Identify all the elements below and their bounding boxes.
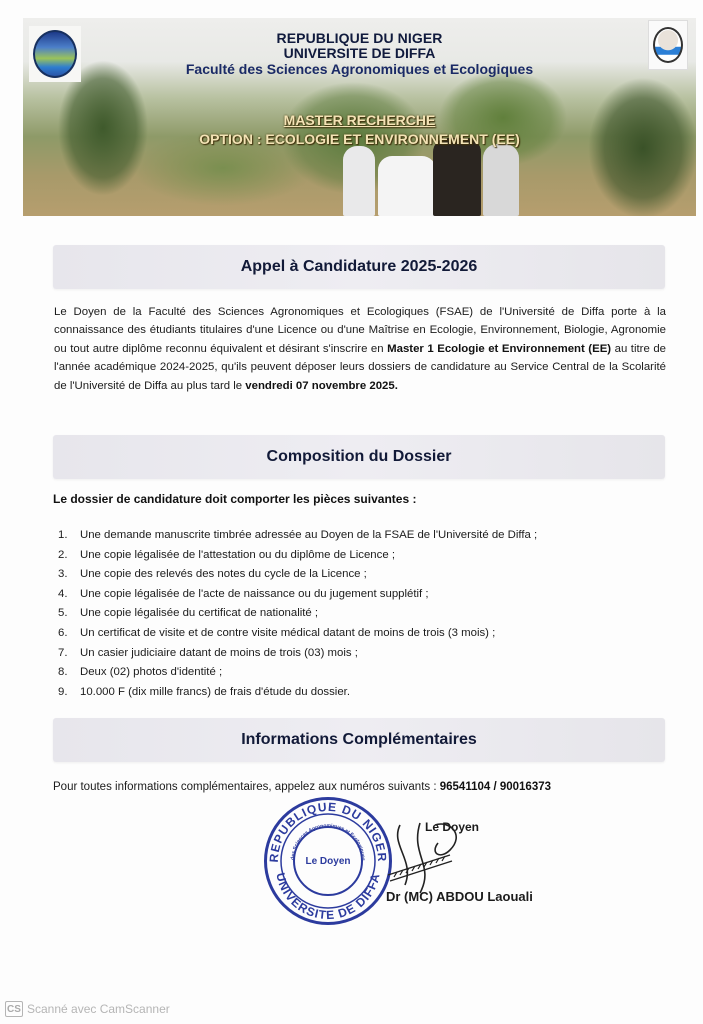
item-number: 5. xyxy=(58,607,68,620)
banner-option: OPTION : ECOLOGIE ET ENVIRONNEMENT (EE) xyxy=(199,131,520,147)
stamp-center-text: Le Doyen xyxy=(305,855,351,867)
item-number: 6. xyxy=(58,626,68,639)
section-title-composition: Composition du Dossier xyxy=(266,448,452,465)
signatory-name: Dr (MC) ABDOU Laouali xyxy=(386,889,533,904)
phone-numbers: 96541104 / 90016373 xyxy=(439,781,552,793)
section-header-informations xyxy=(53,718,665,762)
item-number: 2. xyxy=(58,548,68,561)
item-text: Une copie légalisée de l'acte de naissance ou du jugement supplétif ; xyxy=(80,587,429,600)
section-title-informations: Informations Complémentaires xyxy=(241,731,477,748)
item-text: Une copie des relevés des notes du cycle de la Licence ; xyxy=(80,568,367,581)
banner-country: REPUBLIQUE DU NIGER xyxy=(276,30,443,46)
signatory-title: Le Doyen xyxy=(425,820,480,834)
item-text: 10.000 F (dix mille francs) de frais d'étude du dossier. xyxy=(80,685,350,698)
list-item xyxy=(58,526,537,546)
official-stamp xyxy=(264,797,392,925)
item-number: 9. xyxy=(58,685,68,698)
list-item xyxy=(58,585,537,605)
svg-text:UNIVERSITE DE DIFFA: UNIVERSITE DE DIFFA xyxy=(273,871,383,923)
section-header-composition xyxy=(53,435,665,479)
list-item xyxy=(58,624,537,644)
item-text: Une demande manuscrite timbrée adressée au Doyen de la FSAE de l'Université de Diffa ; xyxy=(80,529,538,541)
svg-text:Faculté des Sciences Agronomiq: des Sciences Agronomiques et Ecologiques xyxy=(289,822,367,861)
list-item xyxy=(58,663,537,683)
dossier-lead: Le dossier de candidature doit comporter les pièces suivantes : xyxy=(53,492,417,506)
item-text: Un certificat de visite et de contre visite médical datant de moins de trois (3 mois) ; xyxy=(80,626,496,639)
item-number: 1. xyxy=(58,529,68,541)
banner-program: MASTER RECHERCHE xyxy=(283,112,436,128)
list-item xyxy=(58,604,537,624)
camscanner-logo-icon: CS xyxy=(5,1001,23,1017)
program-name-bold: Master 1 Ecologie et Environnement (EE) xyxy=(387,342,612,355)
banner-faculty: Faculté des Sciences Agronomiques et Ecologiques xyxy=(185,61,534,77)
item-text: Un casier judiciaire datant de moins de trois (03) mois ; xyxy=(80,646,358,659)
list-item xyxy=(58,644,537,664)
section-header-appel xyxy=(53,245,665,289)
list-item xyxy=(58,565,537,585)
item-text: Une copie légalisée du certificat de nationalité ; xyxy=(80,607,319,620)
item-number: 8. xyxy=(58,666,68,679)
section-title-appel: Appel à Candidature 2025-2026 xyxy=(240,258,478,275)
list-item xyxy=(58,546,537,566)
header-banner xyxy=(23,18,696,216)
intro-paragraph xyxy=(54,303,666,395)
banner-university: UNIVERSITE DE DIFFA xyxy=(283,45,436,61)
contact-line xyxy=(53,781,551,793)
required-documents-list xyxy=(58,526,537,702)
item-text: Une copie légalisée de l'attestation ou du diplôme de Licence ; xyxy=(80,548,395,561)
intro-text-part1: Le Doyen de la Faculté des Sciences Agronomiques et Ecologiques (FSAE) de l'Université de Diffa porte à la connaissance des étudiants titulaires d'une Licence ou d'une Maîtrise en Ecologie, Environnement, Biologie, Agronomie ou tout autre diplôme reconnu équivalent et désirant s'inscrire en xyxy=(54,306,666,355)
contact-text: Pour toutes informations complémentaires, appelez aux numéros suivants : xyxy=(53,781,440,793)
stamp-center xyxy=(293,826,363,896)
item-number: 7. xyxy=(58,646,68,659)
item-number: 4. xyxy=(58,587,68,600)
svg-text:REPUBLIQUE DU NIGER: REPUBLIQUE DU NIGER xyxy=(266,799,390,863)
list-item xyxy=(58,683,537,703)
camscanner-watermark xyxy=(5,1001,170,1017)
item-text: Deux (02) photos d'identité ; xyxy=(80,666,223,679)
camscanner-text: Scanné avec CamScanner xyxy=(27,1002,170,1016)
intro-text-part2: au titre de l'année académique 2024-2025, qu'ils peuvent déposer leurs dossiers de candidature au Service Central de la Scolarité de l'Université de Diffa au plus tard le xyxy=(54,342,666,392)
deadline-bold: vendredi 07 novembre 2025. xyxy=(245,379,398,392)
item-number: 3. xyxy=(58,568,68,581)
